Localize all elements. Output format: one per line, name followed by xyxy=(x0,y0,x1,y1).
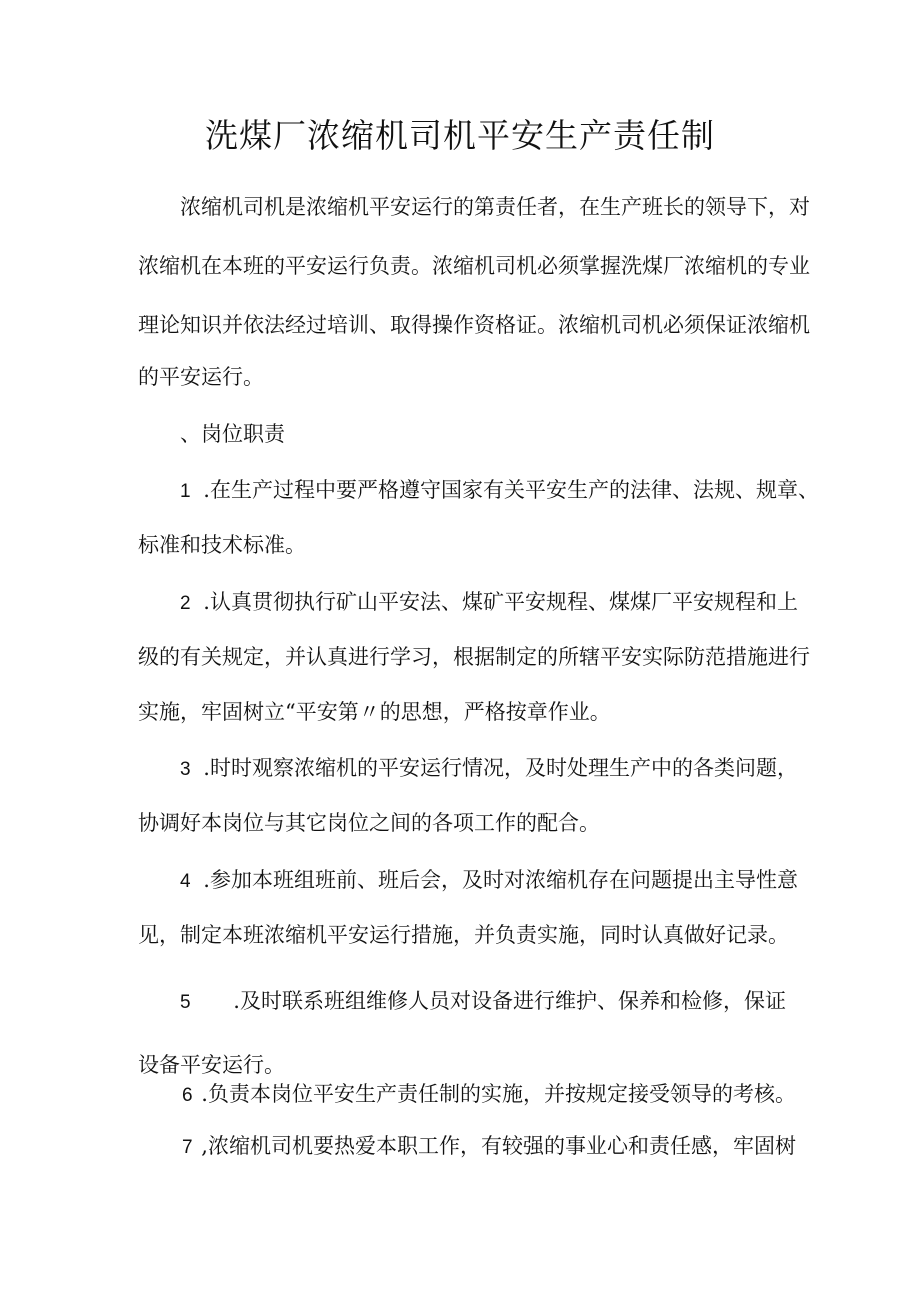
item-text: .认真贯彻执行矿山平安法、煤矿平安规程、煤煤厂平安规程和上 xyxy=(203,590,798,614)
intro-line-4: 的平安运行。 xyxy=(138,365,264,389)
item-text: ,浓缩机司机要热爱本职工作，有较强的事业心和责任感，牢固树 xyxy=(201,1134,796,1158)
item-number: 2 xyxy=(180,593,191,614)
item-text: .负责本岗位平安生产责任制的实施，并按规定接受领导的考核。 xyxy=(201,1082,796,1106)
item-number: 1 xyxy=(180,481,191,502)
item-number: 4 xyxy=(180,871,191,892)
item-6-first-line xyxy=(182,1079,796,1111)
item-5-first-line xyxy=(180,986,786,1018)
item-2-first-line xyxy=(180,587,798,619)
intro-line-3: 理论知识并依法经过培训、取得操作资格证。浓缩机司机必须保证浓缩机 xyxy=(138,313,810,337)
item-3-line-2: 协调好本岗位与其它岗位之间的各项工作的配合。 xyxy=(138,811,600,835)
item-4-first-line xyxy=(180,865,798,897)
item-3-first-line xyxy=(180,753,798,785)
intro-line-1: 浓缩机司机是浓缩机平安运行的第责任者，在生产班长的领导下，对 xyxy=(180,195,810,219)
item-text: .及时联系班组维修人员对设备进行维护、保养和检修，保证 xyxy=(233,989,786,1013)
item-text: .参加本班组班前、班后会，及时对浓缩机存在问题提出主导性意 xyxy=(203,868,798,892)
item-number: 5 xyxy=(180,992,191,1013)
section-heading: 、岗位职责 xyxy=(180,422,285,446)
item-1-line-2: 标准和技术标准。 xyxy=(138,533,306,557)
item-number: 3 xyxy=(180,759,191,780)
item-number: 6 xyxy=(182,1085,193,1106)
item-2-line-2: 级的有关规定，并认真进行学习，根据制定的所辖平安实际防范措施进行 xyxy=(138,645,810,669)
item-text: .时时观察浓缩机的平安运行情况，及时处理生产中的各类问题， xyxy=(203,756,798,780)
item-7-first-line xyxy=(182,1131,796,1163)
document-title: 洗煤厂浓缩机司机平安生产责任制 xyxy=(205,116,715,155)
item-number: 7 xyxy=(182,1137,193,1158)
item-4-line-2: 见，制定本班浓缩机平安运行措施，并负责实施，同时认真做好记录。 xyxy=(138,923,789,947)
item-text: .在生产过程中要严格遵守国家有关平安生产的法律、法规、规章、 xyxy=(203,478,819,502)
item-1-first-line xyxy=(180,475,819,507)
item-5-line-2: 设备平安运行。 xyxy=(138,1053,285,1077)
item-2-line-3: 实施，牢固树立“平安第〃的思想，严格按章作业。 xyxy=(138,700,611,724)
intro-line-2: 浓缩机在本班的平安运行负责。浓缩机司机必须掌握洗煤厂浓缩机的专业 xyxy=(138,254,810,278)
